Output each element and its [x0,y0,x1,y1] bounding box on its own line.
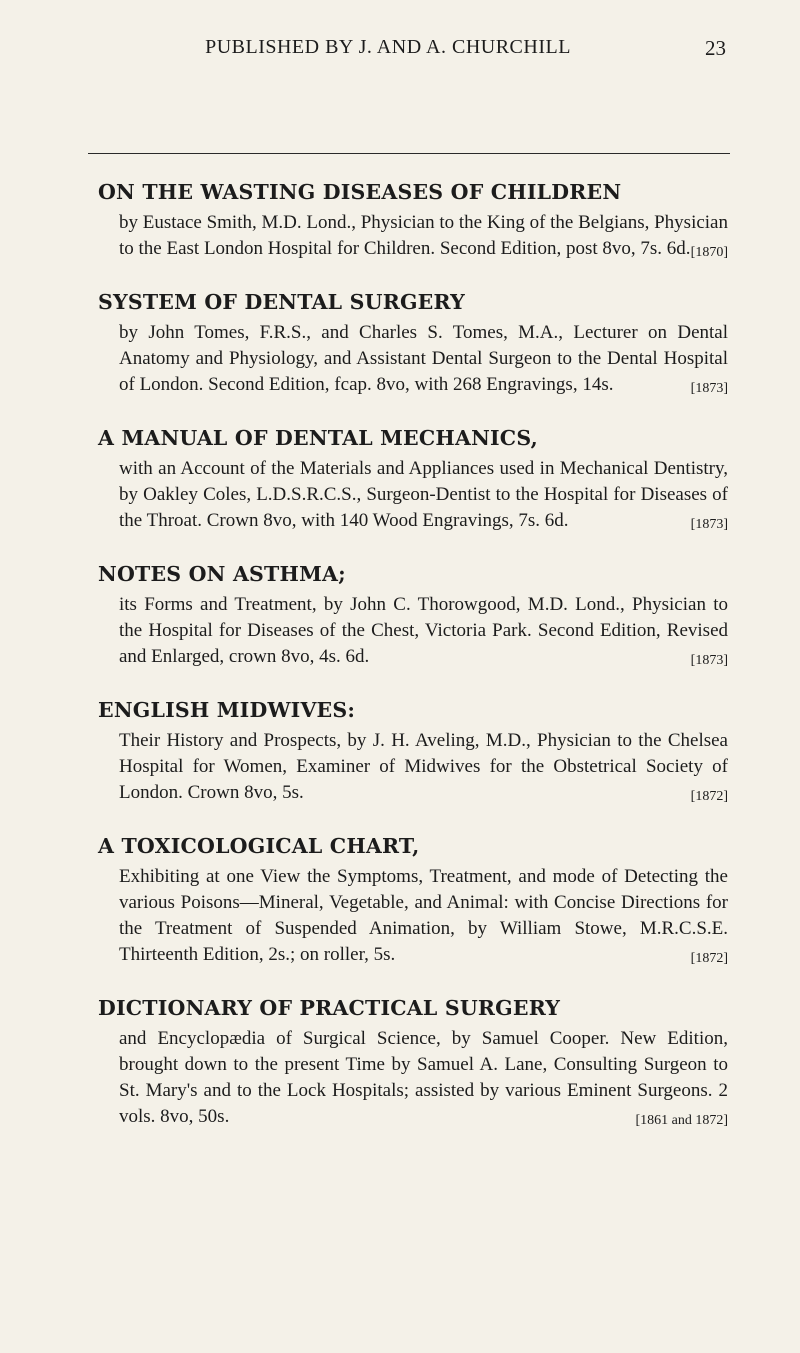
book-description-text: its Forms and Treatment, by John C. Thorowgood, M.D. Lond., Physician to the Hospital for Diseases of the Chest, Victoria Park. Second Edition, Revised and Enlarged, crown 8vo, 4s. 6d. [119,594,728,667]
book-title: SYSTEM OF DENTAL SURGERY [98,290,465,314]
book-title: DICTIONARY OF PRACTICAL SURGERY [98,996,561,1020]
book-description [119,320,728,398]
book-title: ON THE WASTING DISEASES OF CHILDREN [98,180,622,204]
publication-year: [1873] [690,517,728,532]
book-entry [98,832,728,968]
book-description-text: Their History and Prospects, by J. H. Aveling, M.D., Physician to the Chelsea Hospital for Women, Examiner of Midwives for the Obstetrical Society of London. Crown 8vo, 5s. [119,730,728,803]
page-number: 23 [705,36,726,60]
book-description-text: and Encyclopædia of Surgical Science, by Samuel Cooper. New Edition, brought down to the present Time by Samuel A. Lane, Consulting Surgeon to St. Mary's and to the Lock Hospitals; assisted by various Eminent Surgeons. 2 vols. 8vo, 50s. [119,1028,728,1127]
book-description [119,592,728,670]
book-description [119,210,728,262]
book-entry [98,994,728,1130]
book-description [119,456,728,534]
publication-year: [1873] [690,381,728,396]
book-entry [98,560,728,670]
book-title: A TOXICOLOGICAL CHART, [98,834,420,858]
book-title: NOTES ON ASTHMA; [98,562,346,586]
publication-year: [1872] [690,951,728,966]
running-head: PUBLISHED BY J. AND A. CHURCHILL [205,36,571,58]
publication-year: [1873] [690,653,728,668]
publication-year: [1872] [690,789,728,804]
book-entry [98,424,728,534]
book-entry [98,178,728,262]
header-rule [88,153,730,154]
book-description [119,864,728,968]
book-entry [98,288,728,398]
book-list [98,178,728,1156]
book-title: A MANUAL OF DENTAL MECHANICS, [98,426,538,450]
publication-year: [1870] [690,245,728,260]
book-entry [98,696,728,806]
book-description [119,728,728,806]
book-description [119,1026,728,1130]
book-title: ENGLISH MIDWIVES: [98,698,356,722]
book-description-text: by John Tomes, F.R.S., and Charles S. Tomes, M.A., Lecturer on Dental Anatomy and Physiology, and Assistant Dental Surgeon to the Dental Hospital of London. Second Edition, fcap. 8vo, with 268 Engravings, 14s. [119,322,728,395]
book-description-text: by Eustace Smith, M.D. Lond., Physician to the King of the Belgians, Physician to the East London Hospital for Children. Second Edition, post 8vo, 7s. 6d. [119,212,728,259]
book-description-text: with an Account of the Materials and Appliances used in Mechanical Dentistry, by Oakley Coles, L.D.S.R.C.S., Surgeon-Dentist to the Hospital for Diseases of the Throat. Crown 8vo, with 140 Wood Engravings, 7s. 6d. [119,458,728,531]
page-header [100,36,726,76]
publication-year: [1861 and 1872] [635,1113,728,1128]
book-description-text: Exhibiting at one View the Symptoms, Treatment, and mode of Detecting the various Poisons—Mineral, Vegetable, and Animal: with Concise Directions for the Treatment of Suspended Animation, by William Stowe, M.R.C.S.E. Thirteenth Edition, 2s.; on roller, 5s. [119,866,728,965]
